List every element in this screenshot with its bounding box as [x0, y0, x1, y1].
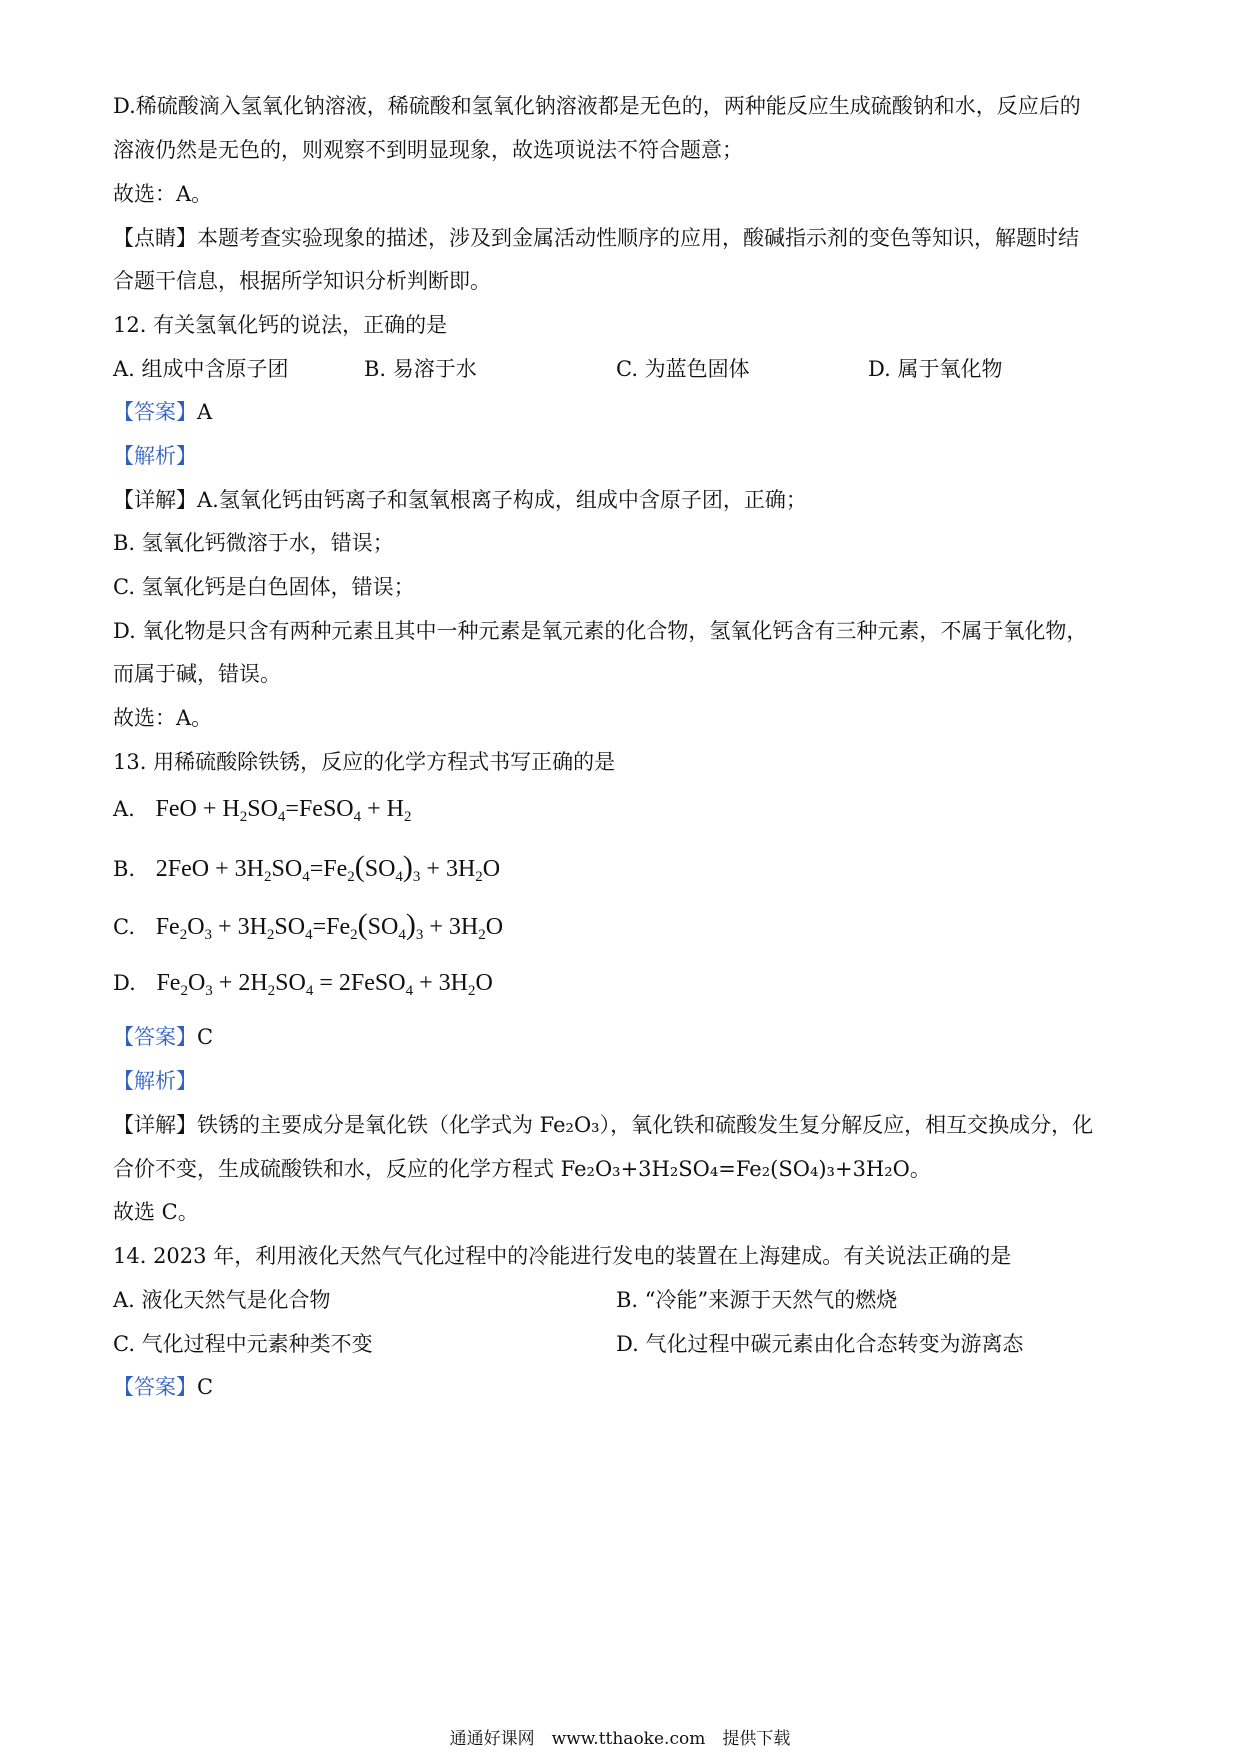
q12-option-a: A. 组成中含原子团 [113, 357, 289, 381]
q14-answer-value: C [197, 1375, 214, 1399]
q12-detail-line-2: B. 氢氧化钙微溶于水，错误； [113, 531, 394, 555]
q13-equation-d: $Fe_2O_3 + 2H_2SO_4$ = 2FeSO$_4$ + $3H_2O$ [156, 970, 493, 999]
review-text-1: 本题考查实验现象的描述，涉及到金属活动性顺序的应用，酸碱指示剂的变色等知识，解题时结 [197, 226, 1079, 250]
q12-option-d: D. 属于氧化物 [868, 357, 1003, 381]
q12-detail-line-5: 而属于碱，错误。 [113, 662, 281, 686]
prev-option-d-line-2: 溶液仍然是无色的，则观察不到明显现象，故选项说法不符合题意； [113, 138, 743, 162]
page-footer: 通通好课网 www.tthaoke.com 提供下载 [449, 1729, 791, 1749]
q13-option-d [113, 966, 493, 1008]
q12-detail-line-4: D. 氧化物是只含有两种元素且其中一种元素是氧元素的化合物，氢氧化钙含有三种元素，不属于氧化物， [113, 619, 1088, 643]
q12-detail-text-1: A.氢氧化钙由钙离子和氢氧根离子构成，组成中含原子团，正确； [197, 488, 807, 512]
q13-detail-text-1: 铁锈的主要成分是氧化铁（化学式为 Fe₂O₃），氧化铁和硫酸发生复分解反应，相互交换成分，化 [197, 1113, 1094, 1137]
q13-option-c-label: C. [113, 915, 135, 939]
q13-choose: 故选 C。 [113, 1200, 199, 1224]
prev-option-d-line-1: D.稀硫酸滴入氢氧化钠溶液，稀硫酸和氢氧化钠溶液都是无色的，两种能反应生成硫酸钠和水，反应后的 [113, 94, 1081, 118]
q14-stem: 14. 2023 年，利用液化天然气气化过程中的冷能进行发电的装置在上海建成。有关说法正确的是 [113, 1244, 1012, 1268]
q13-option-b-label: B. [113, 857, 136, 881]
q13-detail-line-1 [113, 1111, 1093, 1139]
q13-analysis-label: 【解析】 [113, 1069, 197, 1093]
q14-option-c: C. 气化过程中元素种类不变 [113, 1332, 373, 1356]
q12-analysis-label: 【解析】 [113, 444, 197, 468]
q14-option-d: D. 气化过程中碳元素由化合态转变为游离态 [616, 1332, 1024, 1356]
q12-option-b: B. 易溶于水 [364, 357, 477, 381]
q13-option-d-label: D. [113, 971, 136, 995]
review-line-1 [113, 224, 1079, 252]
q13-detail-label: 【详解】 [113, 1113, 197, 1137]
q13-option-b [113, 850, 500, 894]
q13-answer-value: C [197, 1025, 214, 1049]
q12-answer [113, 398, 212, 426]
q13-option-a-label: A. [113, 797, 135, 821]
q14-answer-label: 【答案】 [113, 1375, 197, 1399]
q13-option-c [113, 908, 503, 952]
q12-option-c: C. 为蓝色固体 [616, 357, 750, 381]
review-label: 【点睛】 [113, 226, 197, 250]
q12-choose: 故选：A。 [113, 706, 213, 730]
q13-option-a [113, 792, 412, 834]
q14-option-a: A. 液化天然气是化合物 [113, 1288, 331, 1312]
q14-answer [113, 1373, 213, 1401]
q13-detail-line-2: 合价不变，生成硫酸铁和水，反应的化学方程式 Fe₂O₃+3H₂SO₄=Fe₂(SO₄)₃+3H₂O。 [113, 1157, 931, 1181]
q14-option-b: B. “冷能”来源于天然气的燃烧 [616, 1288, 898, 1312]
q12-detail-line-1 [113, 486, 807, 514]
q13-answer-label: 【答案】 [113, 1025, 197, 1049]
q13-stem: 13. 用稀硫酸除铁锈，反应的化学方程式书写正确的是 [113, 750, 616, 774]
q12-answer-value: A [197, 400, 213, 424]
prev-choose: 故选：A。 [113, 182, 213, 206]
q12-answer-label: 【答案】 [113, 400, 197, 424]
q12-detail-label: 【详解】 [113, 488, 197, 512]
q13-equation-c: $Fe_2O_3 + 3H_2SO_4=Fe_2(SO_4)_3 + 3H_2O$ [155, 908, 504, 943]
q13-equation-b: $2FeO + 3H_2SO_4=Fe_2(SO_4)_3 + 3H_2O$ [155, 850, 501, 885]
q13-equation-a: FeO + $H_2SO_4=FeSO_4 + H_2$ [155, 796, 412, 825]
q12-detail-line-3: C. 氢氧化钙是白色固体，错误； [113, 575, 415, 599]
q12-stem: 12. 有关氢氧化钙的说法，正确的是 [113, 313, 448, 337]
review-line-2: 合题干信息，根据所学知识分析判断即。 [113, 269, 491, 293]
q13-answer [113, 1023, 213, 1051]
